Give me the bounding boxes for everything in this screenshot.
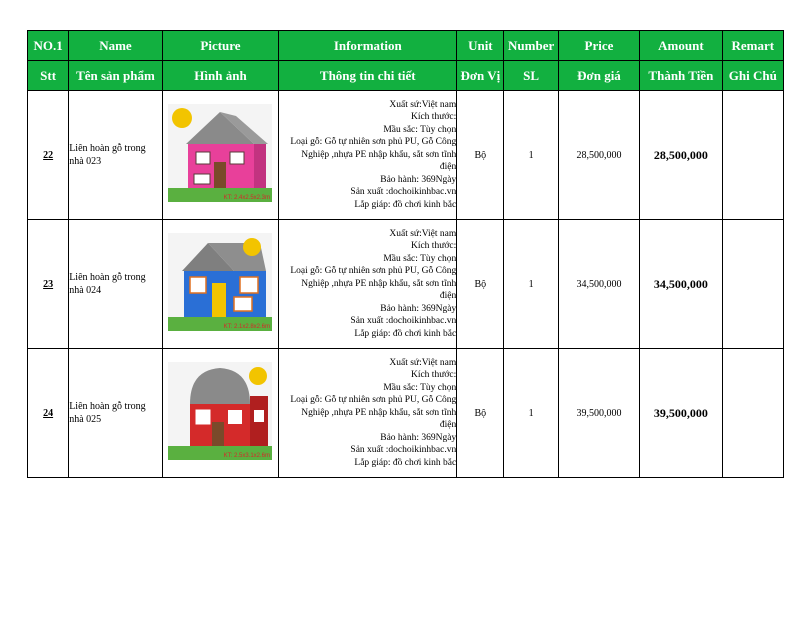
product-quote-table	[27, 30, 784, 478]
header-row-en	[28, 31, 784, 61]
info-size: Kích thước:	[410, 370, 457, 381]
note-cell	[722, 220, 783, 349]
header-number: Number	[504, 31, 558, 61]
unit-cell: Bộ	[457, 91, 504, 220]
info-material: Loại gỗ: Gỗ tự nhiên sơn phủ PU, Gỗ Công	[290, 395, 457, 406]
note-cell	[722, 349, 783, 478]
info-assembly: Lắp giáp: đồ chơi kinh bắc	[354, 457, 457, 468]
header-note: Ghi Chú	[722, 61, 783, 91]
table-row	[28, 91, 784, 220]
row-stt-link[interactable]: 24	[28, 349, 69, 478]
product-name: Liên hoàn gỗ trong nhà 025	[69, 349, 162, 478]
info-assembly: Lắp giáp: đồ chơi kinh bắc	[354, 199, 457, 210]
info-material-end: điện	[439, 162, 457, 173]
header-qty: SL	[504, 61, 558, 91]
header-information: Information	[279, 31, 457, 61]
header-row-vi	[28, 61, 784, 91]
info-size: Kích thước:	[410, 241, 457, 252]
header-name: Name	[69, 31, 162, 61]
product-picture	[162, 220, 279, 349]
info-manufacturer: Sản xuất :dochoikinhbac.vn	[350, 445, 457, 456]
amount-cell: 28,500,000	[640, 91, 722, 220]
size-label: KT: 2.4x2.5x2.3m	[224, 194, 271, 201]
product-name: Liên hoàn gỗ trong nhà 023	[69, 91, 162, 220]
product-picture	[162, 349, 279, 478]
product-info	[279, 220, 457, 349]
table-row	[28, 220, 784, 349]
info-origin: Xuất sứ:Việt nam	[389, 357, 457, 368]
price-cell: 34,500,000	[558, 220, 639, 349]
info-material: Loại gỗ: Gỗ tự nhiên sơn phủ PU, Gỗ Công	[290, 266, 457, 277]
amount-cell: 34,500,000	[640, 220, 722, 349]
header-product-name: Tên sản phẩm	[69, 61, 162, 91]
pink-house-image	[168, 104, 272, 202]
info-manufacturer: Sản xuất :dochoikinhbac.vn	[350, 316, 457, 327]
info-warranty: Bảo hành: 369Ngày	[380, 432, 457, 443]
row-stt-link[interactable]: 23	[28, 220, 69, 349]
unit-cell: Bộ	[457, 349, 504, 478]
info-size: Kích thước:	[410, 112, 457, 123]
info-color: Mầu sắc: Tùy chọn	[383, 253, 457, 264]
header-stt: Stt	[28, 61, 69, 91]
table-row	[28, 349, 784, 478]
row-stt-link[interactable]: 22	[28, 91, 69, 220]
header-unit-vi: Đơn Vị	[457, 61, 504, 91]
amount-cell: 39,500,000	[640, 349, 722, 478]
header-no: NO.1	[28, 31, 69, 61]
info-origin: Xuất sứ:Việt nam	[389, 99, 457, 110]
header-total: Thành Tiền	[640, 61, 722, 91]
header-unit: Unit	[457, 31, 504, 61]
header-picture: Picture	[162, 31, 279, 61]
size-label: KT: 2.1x2.8x2.6m	[224, 323, 271, 330]
note-cell	[722, 91, 783, 220]
info-material-cont: Nghiệp ,nhựa PE nhập khẩu, sắt sơn tĩnh	[301, 407, 457, 418]
product-name: Liên hoàn gỗ trong nhà 024	[69, 220, 162, 349]
product-info	[279, 91, 457, 220]
info-material-cont: Nghiệp ,nhựa PE nhập khẩu, sắt sơn tĩnh	[301, 278, 457, 289]
info-material-end: điện	[439, 291, 457, 302]
qty-cell: 1	[504, 349, 558, 478]
info-origin: Xuất sứ:Việt nam	[389, 228, 457, 239]
header-amount: Amount	[640, 31, 722, 61]
qty-cell: 1	[504, 91, 558, 220]
header-unit-price: Đơn giá	[558, 61, 639, 91]
product-picture	[162, 91, 279, 220]
info-warranty: Bảo hành: 369Ngày	[380, 303, 457, 314]
info-material: Loại gỗ: Gỗ tự nhiên sơn phủ PU, Gỗ Công	[290, 137, 457, 148]
price-cell: 39,500,000	[558, 349, 639, 478]
info-material-cont: Nghiệp ,nhựa PE nhập khẩu, sắt sơn tĩnh	[301, 149, 457, 160]
size-label: KT: 2.5x3.1x2.6m	[224, 452, 271, 459]
header-image: Hình ảnh	[162, 61, 279, 91]
unit-cell: Bộ	[457, 220, 504, 349]
header-price: Price	[558, 31, 639, 61]
qty-cell: 1	[504, 220, 558, 349]
product-info	[279, 349, 457, 478]
info-assembly: Lắp giáp: đồ chơi kinh bắc	[354, 328, 457, 339]
info-material-end: điện	[439, 420, 457, 431]
info-manufacturer: Sản xuất :dochoikinhbac.vn	[350, 187, 457, 198]
red-house-image	[168, 362, 272, 460]
price-cell: 28,500,000	[558, 91, 639, 220]
info-warranty: Bảo hành: 369Ngày	[380, 174, 457, 185]
header-details: Thông tin chi tiết	[279, 61, 457, 91]
info-color: Mầu sắc: Tùy chọn	[383, 382, 457, 393]
blue-house-image	[168, 233, 272, 331]
info-color: Mầu sắc: Tùy chọn	[383, 124, 457, 135]
header-remark: Remart	[722, 31, 783, 61]
